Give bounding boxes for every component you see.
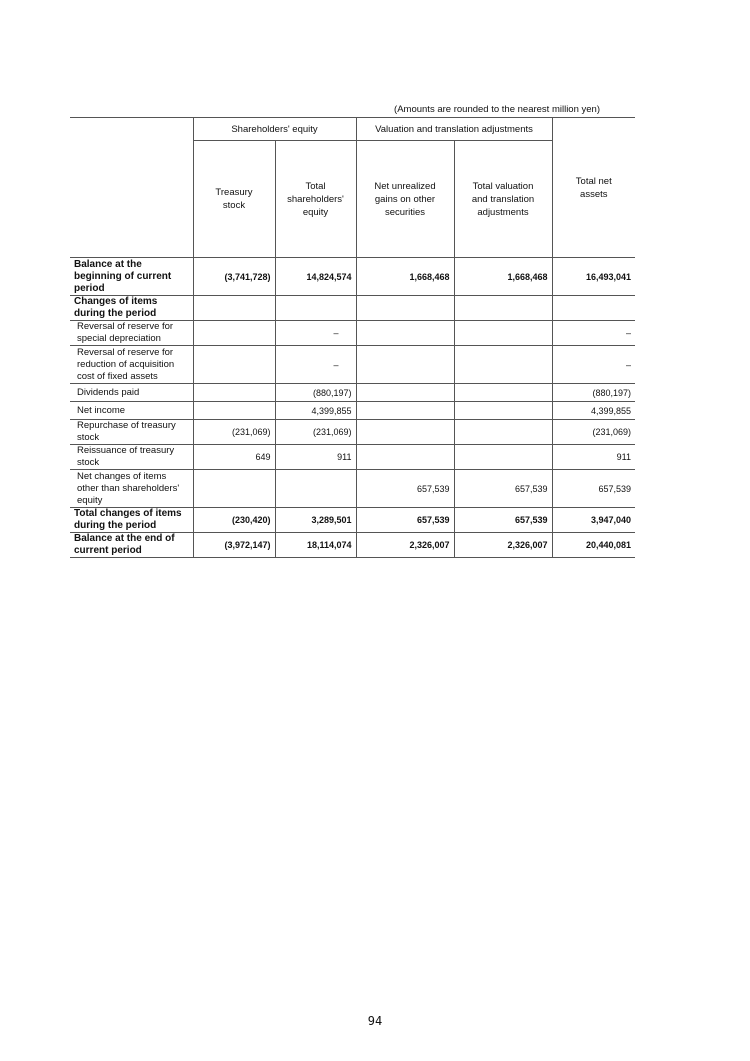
cell-value	[193, 470, 275, 508]
cell-value: 657,539	[356, 508, 454, 533]
cell-value: 1,668,468	[454, 258, 552, 296]
table-row	[70, 470, 635, 508]
cell-value: (231,069)	[552, 420, 635, 445]
table-row	[70, 296, 635, 321]
cell-value	[454, 420, 552, 445]
cell-value: (231,069)	[275, 420, 356, 445]
col-header-total-shareholders-equity: Total shareholders' equity	[275, 141, 356, 258]
cell-value: (230,420)	[193, 508, 275, 533]
cell-value: 657,539	[552, 470, 635, 508]
cell-value: 657,539	[454, 470, 552, 508]
cell-value	[454, 384, 552, 402]
cell-value: 649	[193, 445, 275, 470]
table-row	[70, 508, 635, 533]
amounts-note: (Amounts are rounded to the nearest million yen)	[394, 104, 600, 115]
row-label: Balance at the beginning of current period	[70, 258, 193, 296]
cell-value	[356, 296, 454, 321]
cell-value: 20,440,081	[552, 533, 635, 558]
cell-value: 2,326,007	[454, 533, 552, 558]
cell-value: 18,114,074	[275, 533, 356, 558]
cell-value: –	[552, 346, 635, 384]
header-corner	[70, 118, 193, 141]
cell-value	[454, 296, 552, 321]
cell-value: (231,069)	[193, 420, 275, 445]
cell-value	[454, 445, 552, 470]
page-number: 94	[367, 1014, 383, 1028]
cell-value: –	[275, 346, 356, 384]
cell-value: 911	[552, 445, 635, 470]
group-header-valuation: Valuation and translation adjustments	[356, 118, 552, 141]
cell-value	[454, 321, 552, 346]
cell-value	[356, 346, 454, 384]
cell-value	[454, 346, 552, 384]
table-row	[70, 533, 635, 558]
table-row	[70, 346, 635, 384]
cell-value: 3,947,040	[552, 508, 635, 533]
cell-value: 657,539	[356, 470, 454, 508]
cell-value: 1,668,468	[356, 258, 454, 296]
cell-value: 4,399,855	[552, 402, 635, 420]
cell-value: (880,197)	[552, 384, 635, 402]
cell-value: (3,741,728)	[193, 258, 275, 296]
cell-value	[193, 402, 275, 420]
cell-value	[193, 346, 275, 384]
cell-value: 3,289,501	[275, 508, 356, 533]
cell-value: 4,399,855	[275, 402, 356, 420]
statement-table	[70, 117, 635, 558]
row-label: Net income	[70, 402, 193, 420]
table-row	[70, 321, 635, 346]
row-label: Changes of items during the period	[70, 296, 193, 321]
cell-value: (880,197)	[275, 384, 356, 402]
cell-value	[193, 384, 275, 402]
cell-value: –	[552, 321, 635, 346]
cell-value: 14,824,574	[275, 258, 356, 296]
cell-value: 657,539	[454, 508, 552, 533]
cell-value: 911	[275, 445, 356, 470]
row-label: Reversal of reserve for special depreciation	[70, 321, 193, 346]
header-blank	[70, 141, 193, 258]
cell-value	[193, 321, 275, 346]
col-header-total-valuation: Total valuation and translation adjustments	[454, 141, 552, 258]
group-header-shareholders-equity: Shareholders' equity	[193, 118, 356, 141]
cell-value	[356, 384, 454, 402]
row-label: Reversal of reserve for reduction of acquisition cost of fixed assets	[70, 346, 193, 384]
table-row	[70, 445, 635, 470]
cell-value	[275, 470, 356, 508]
cell-value	[552, 296, 635, 321]
table-row	[70, 402, 635, 420]
cell-value	[356, 321, 454, 346]
cell-value	[356, 445, 454, 470]
table-row	[70, 384, 635, 402]
table-row	[70, 258, 635, 296]
col-header-total-net-assets: Total net assets	[552, 118, 635, 258]
cell-value: (3,972,147)	[193, 533, 275, 558]
col-header-net-unrealized-gains: Net unrealized gains on other securities	[356, 141, 454, 258]
cell-value	[275, 296, 356, 321]
table-row	[70, 420, 635, 445]
row-label: Repurchase of treasury stock	[70, 420, 193, 445]
cell-value	[356, 402, 454, 420]
cell-value: –	[275, 321, 356, 346]
cell-value	[356, 420, 454, 445]
cell-value: 16,493,041	[552, 258, 635, 296]
row-label: Net changes of items other than shareholders' equity	[70, 470, 193, 508]
cell-value	[193, 296, 275, 321]
row-label: Total changes of items during the period	[70, 508, 193, 533]
cell-value: 2,326,007	[356, 533, 454, 558]
col-header-treasury-stock: Treasury stock	[193, 141, 275, 258]
row-label: Dividends paid	[70, 384, 193, 402]
row-label: Reissuance of treasury stock	[70, 445, 193, 470]
cell-value	[454, 402, 552, 420]
row-label: Balance at the end of current period	[70, 533, 193, 558]
